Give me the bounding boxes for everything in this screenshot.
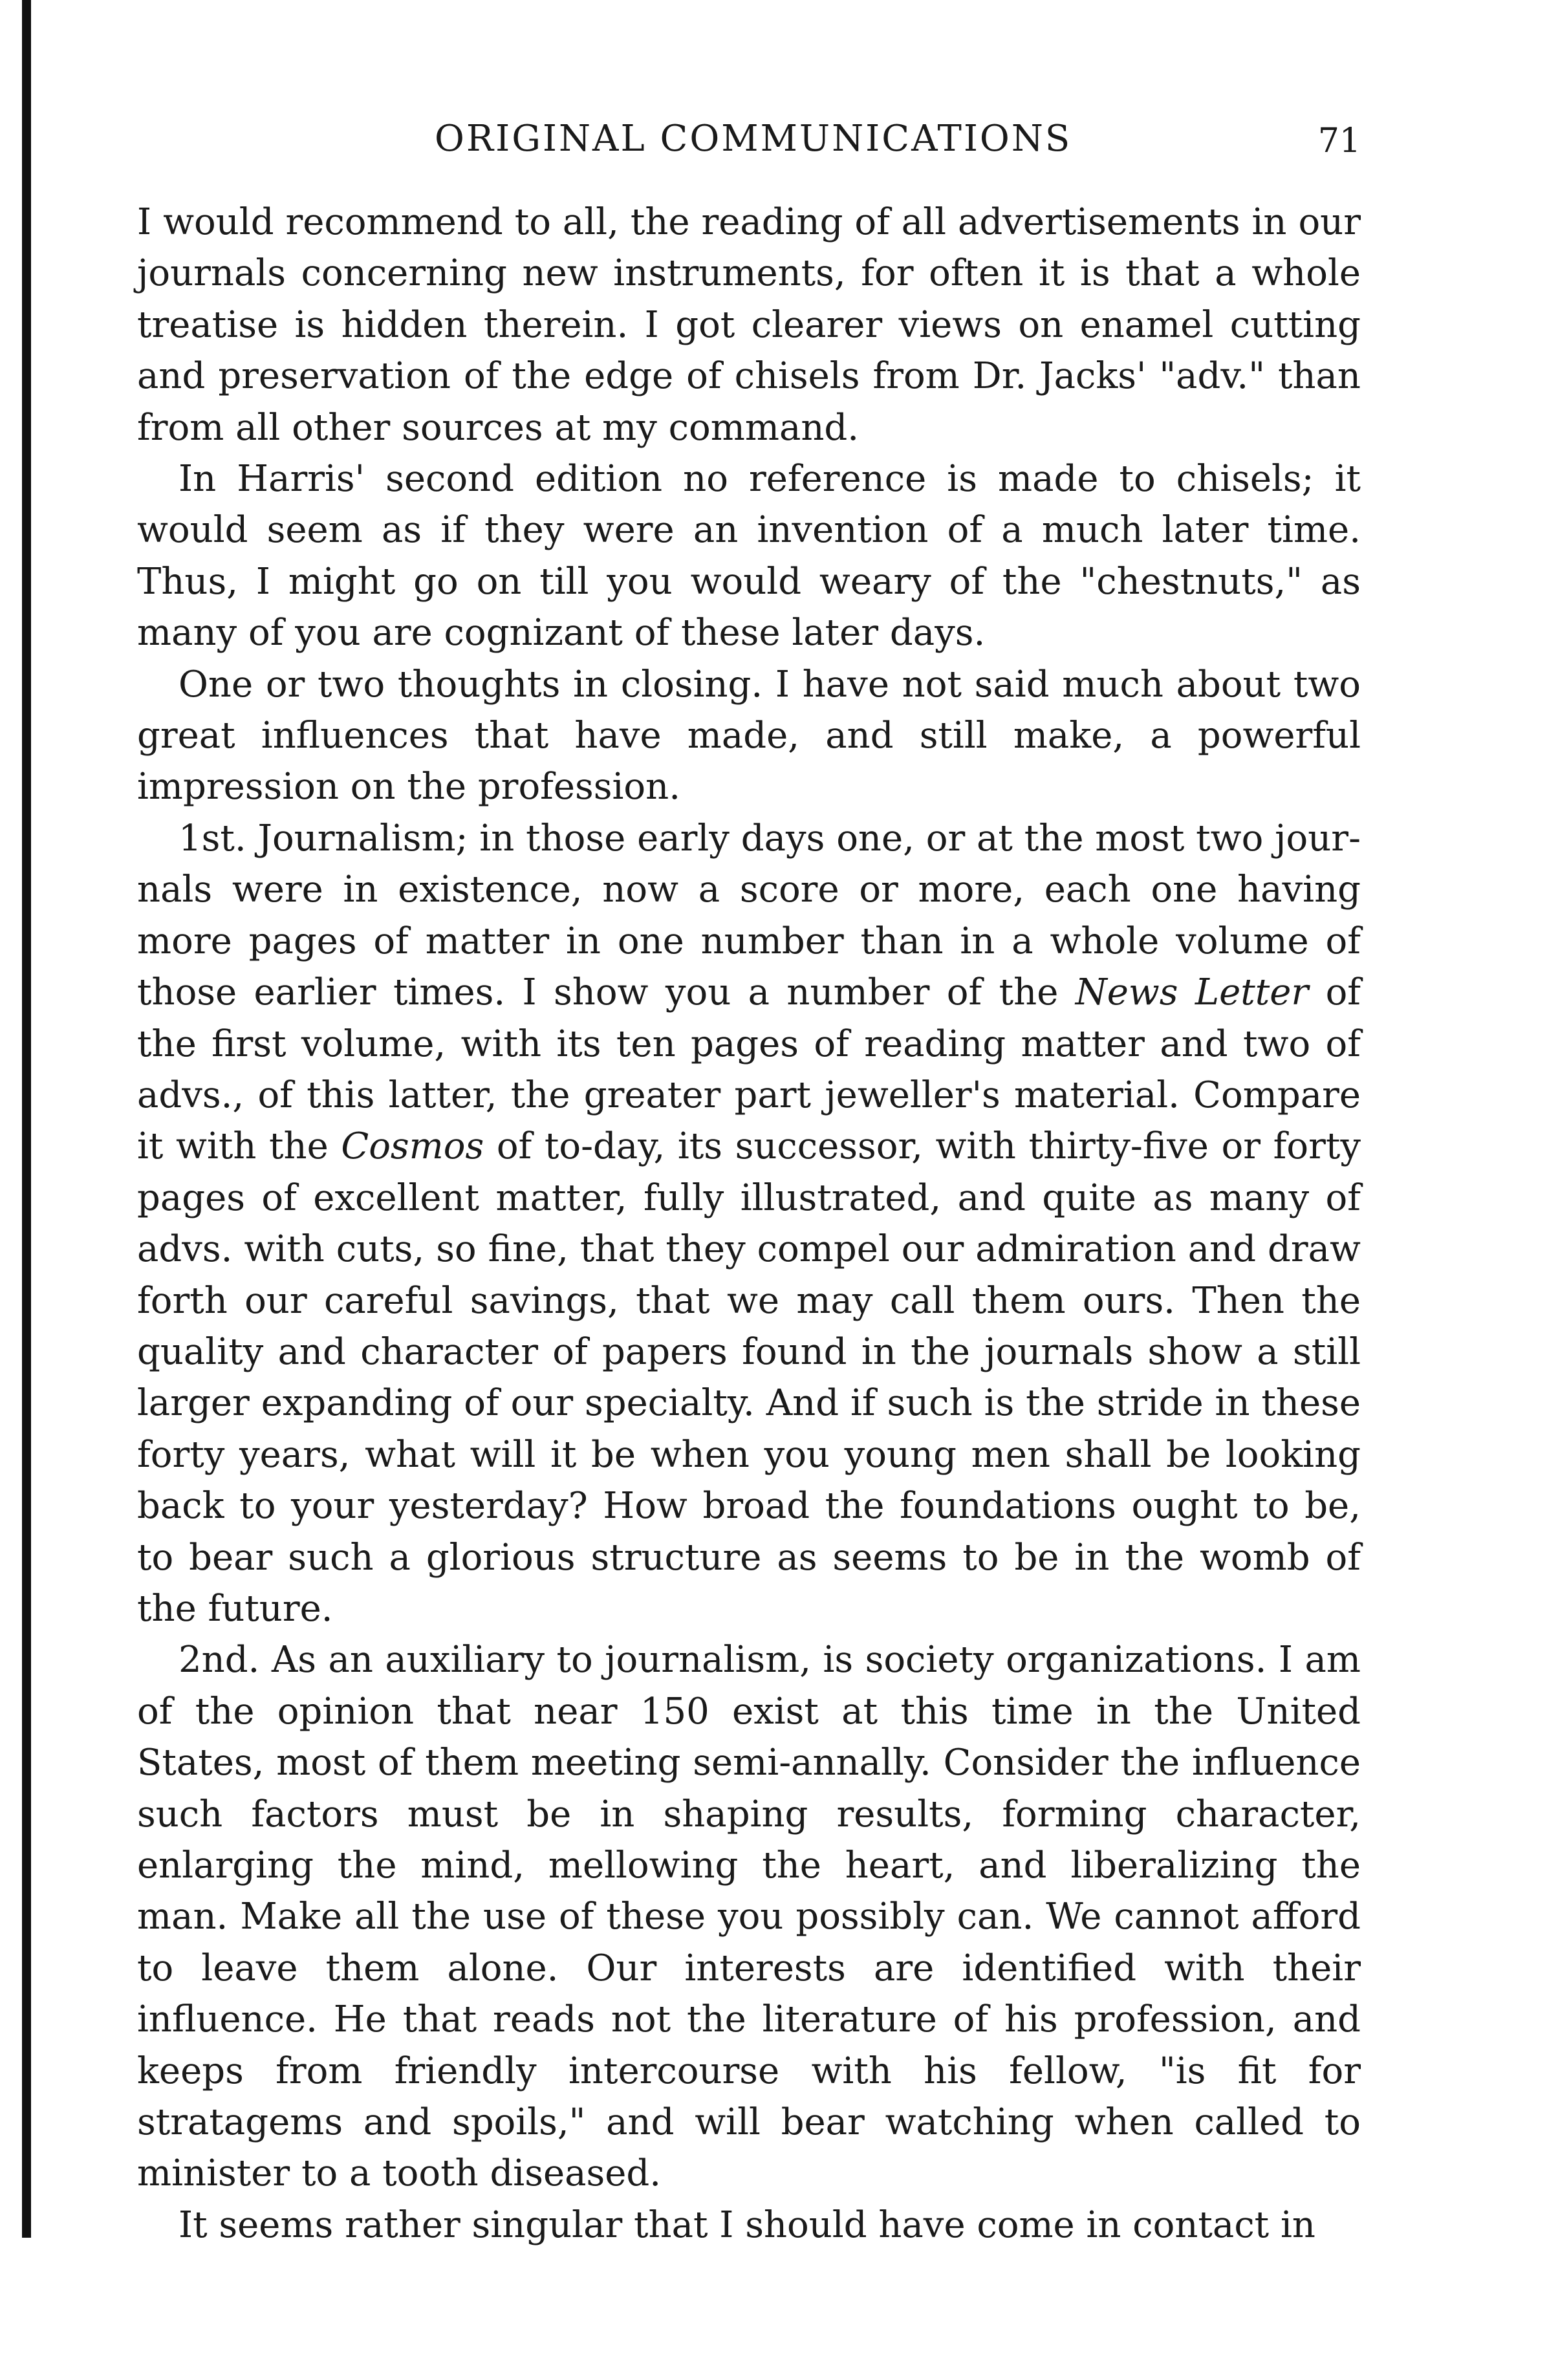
running-header — [137, 109, 1361, 171]
book-page — [137, 109, 1361, 2251]
paragraph-contact: It seems rather singular that I should have come in contact in — [179, 2203, 1315, 2246]
journalism-text-end: of to-day, its successor, with thirty-five or forty pages of excellent matter, fully illustrated, and quite as many of advs. with cuts, so fine, that they compel our admiration and draw forth our careful savings, that we may call them ours. Then the quality and character of papers found in the journals show a still larger expanding of our specialty. And if such is the stride in these forty years, what will it be when you young men shall be looking back to your yesterday? How broad the foundations ought to be, to bear such a glorious structure as seems to be in the womb of the future. — [137, 1125, 1361, 1630]
paragraph-advertisements: I would recommend to all, the reading of all advertisements in our journals concerning new instruments, for often it is that a whole treatise is hidden therein. I got clearer views on enamel cutting and preservation of the edge of chisels from Dr. Jacks' "adv." than from all other sources at my command. — [137, 201, 1361, 449]
binding-edge — [22, 0, 31, 2238]
journal-title-news-letter: News Letter — [1075, 971, 1309, 1014]
paragraph-journalism — [137, 813, 1361, 1635]
journalism-text-start: 1st. Journalism; in those early days one, or at the most two journals were in existence, now a score or more, each one having more pages of matter in one number than in a whole volume of those earlier times. I show you a number of the — [137, 817, 1361, 1014]
body-text — [137, 197, 1361, 2251]
page-number: 71 — [1317, 122, 1361, 160]
journal-title-cosmos: Cosmos — [341, 1125, 484, 1168]
paragraph-closing-thoughts: One or two thoughts in closing. I have not said much about two great influences that have made, and still make, a powerful impression on the profession. — [137, 663, 1361, 808]
running-title: ORIGINAL COMMUNICATIONS — [435, 118, 1072, 160]
paragraph-harris-chisels: In Harris' second edition no reference is made to chisels; it would seem as if they were an invention of a much later time. Thus, I might go on till you would weary of the "chestnuts," as many of you are cognizant of these later days. — [137, 458, 1361, 654]
paragraph-society-organizations: 2nd. As an auxiliary to journalism, is society organizations. I am of the opinion that near 150 exist at this time in the United States, most of them meeting semi-annally. Consider the influence such factors must be in shaping results, forming character, enlarging the mind, mellowing the heart, and liberalizing the man. Make all the use of these you possibly can. We cannot afford to leave them alone. Our interests are identified with their influence. He that reads not the literature of his profession, and keeps from friendly intercourse with his fellow, "is fit for stratagems and spoils," and will bear watching when called to minister to a tooth diseased. — [137, 1639, 1361, 2195]
journalism-text-middle: of the first volume, with its ten pages of reading matter and two of advs., of this latter, the greater part jeweller's material. Compare it with the — [137, 971, 1361, 1168]
